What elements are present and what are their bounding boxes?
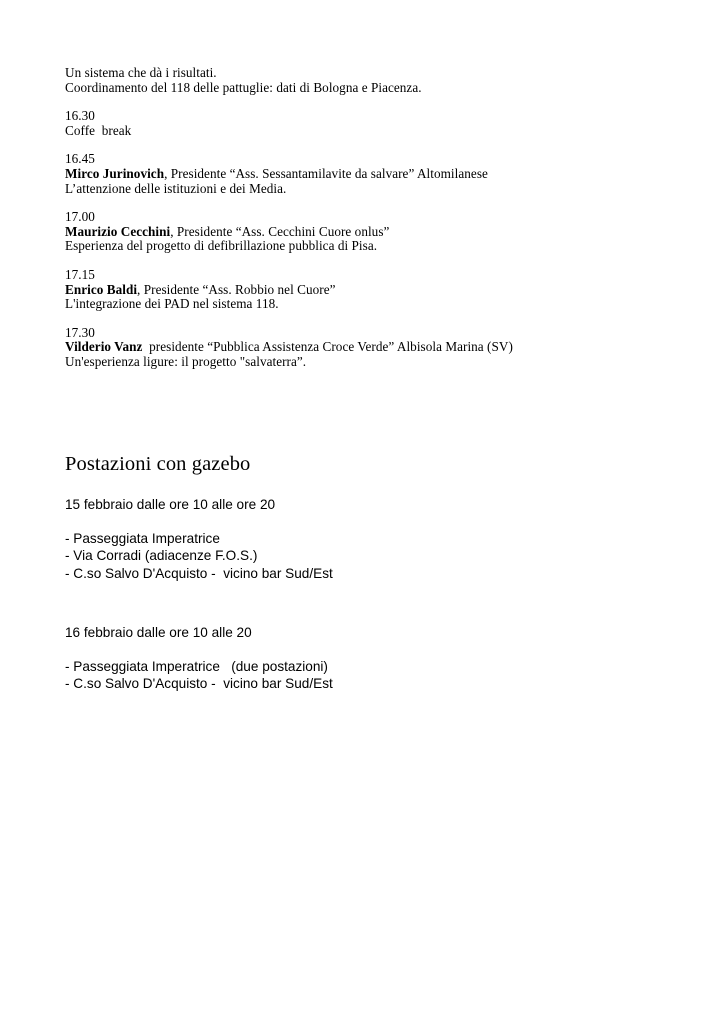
line-spacer xyxy=(65,513,665,530)
agenda-line xyxy=(65,297,665,312)
agenda-text: 17.15 xyxy=(65,266,95,282)
agenda-line xyxy=(65,109,665,124)
agenda-line xyxy=(65,326,665,341)
agenda-text: 16.30 xyxy=(65,108,95,124)
agenda-text: Un'esperienza ligure: il progetto "salvaterra”. xyxy=(65,353,307,369)
agenda-block xyxy=(65,109,665,138)
list-item: - Via Corradi (adiacenze F.O.S.) xyxy=(65,548,258,564)
agenda-block xyxy=(65,268,665,312)
agenda-line xyxy=(65,225,665,240)
block-spacer xyxy=(65,582,665,624)
agenda-line xyxy=(65,167,665,182)
gazebo-day-block xyxy=(65,624,665,693)
agenda-block xyxy=(65,326,665,370)
agenda-line xyxy=(65,210,665,225)
gazebo-date-line: 15 febbraio dalle ore 10 alle ore 20 xyxy=(65,497,276,512)
agenda-line xyxy=(65,182,665,197)
agenda-text: , Presidente “Ass. Robbio nel Cuore” xyxy=(137,281,336,297)
list-item: - Passeggiata Imperatrice xyxy=(65,531,220,547)
gazebo-day-block xyxy=(65,496,665,582)
speaker-name: Vilderio Vanz xyxy=(65,339,143,355)
agenda-text: 16.45 xyxy=(65,151,95,167)
agenda-line xyxy=(65,66,665,81)
speaker-name: Mirco Jurinovich xyxy=(65,165,165,181)
agenda-text: Coffe break xyxy=(65,122,132,138)
agenda-line xyxy=(65,239,665,254)
gazebo-section xyxy=(65,496,665,692)
agenda-text: L’attenzione delle istituzioni e dei Media. xyxy=(65,180,287,196)
agenda-line xyxy=(65,268,665,283)
agenda-text: presidente “Pubblica Assistenza Croce Verde” Albisola Marina (SV) xyxy=(142,339,513,355)
speaker-name: Enrico Baldi xyxy=(65,281,138,297)
agenda-text: , Presidente “Ass. Sessantamilavite da salvare” Altomilanese xyxy=(164,165,488,181)
agenda-text: 17.00 xyxy=(65,209,95,225)
speaker-name: Maurizio Cecchini xyxy=(65,223,171,239)
page-title: Postazioni con gazebo xyxy=(65,453,251,475)
agenda-line xyxy=(65,355,665,370)
agenda-text: 17.30 xyxy=(65,324,95,340)
agenda-section xyxy=(65,66,665,370)
agenda-line xyxy=(65,124,665,139)
agenda-text: Un sistema che dà i risultati. xyxy=(65,65,217,80)
agenda-line xyxy=(65,152,665,167)
agenda-text: L'integrazione dei PAD nel sistema 118. xyxy=(65,296,279,312)
gazebo-date-line: 16 febbraio dalle ore 10 alle 20 xyxy=(65,624,252,640)
agenda-line xyxy=(65,81,665,96)
agenda-text: Coordinamento del 118 delle pattuglie: dati di Bologna e Piacenza. xyxy=(65,79,422,95)
agenda-block xyxy=(65,66,665,95)
agenda-line xyxy=(65,283,665,298)
list-item: - C.so Salvo D'Acquisto - vicino bar Sud/Est xyxy=(65,676,333,692)
agenda-text: Esperienza del progetto di defibrillazione pubblica di Pisa. xyxy=(65,238,378,254)
line-spacer xyxy=(65,641,665,658)
list-item: - Passeggiata Imperatrice (due postazioni) xyxy=(65,659,328,675)
agenda-text: , Presidente “Ass. Cecchini Cuore onlus” xyxy=(170,223,390,239)
agenda-line xyxy=(65,340,665,355)
list-item: - C.so Salvo D'Acquisto - vicino bar Sud/Est xyxy=(65,565,333,581)
agenda-block xyxy=(65,210,665,254)
agenda-block xyxy=(65,152,665,196)
